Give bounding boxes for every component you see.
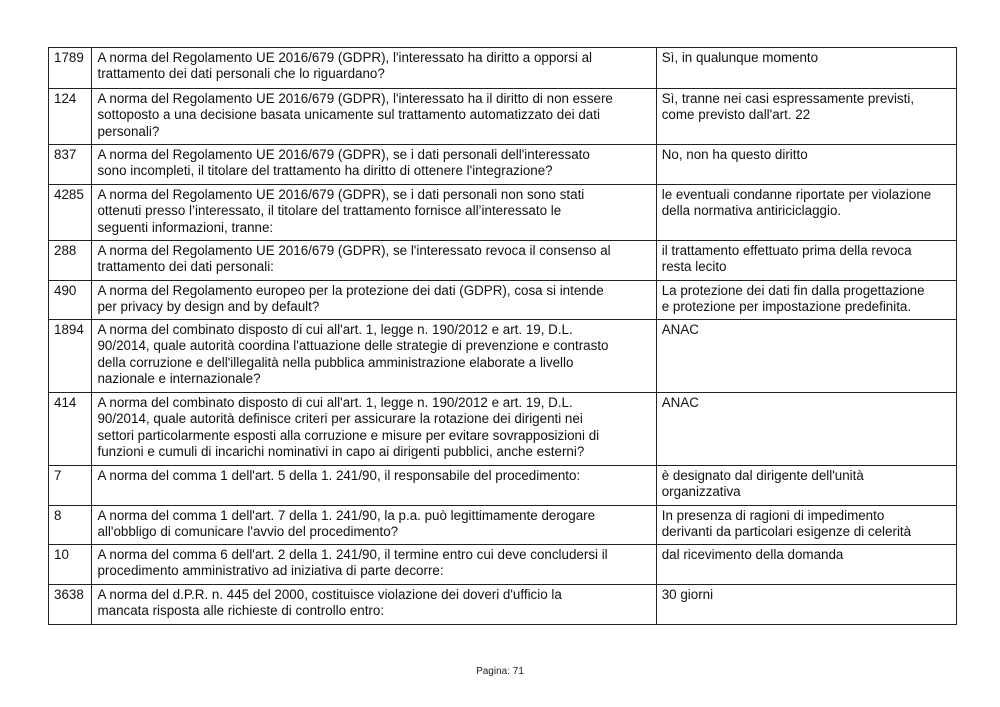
table-row [49, 241, 957, 281]
answer-text: In presenza di ragioni di impedimento derivanti da particolari esigenze di celerità [656, 506, 956, 545]
question-text: A norma del comma 1 dell'art. 7 della 1. 241/90, la p.a. può legittimamente derogare all'obbligo di comunicare l'avvio del procedimento? [92, 506, 656, 545]
table-row [49, 281, 957, 320]
answer-text: 30 giorni [656, 585, 956, 625]
question-id: 414 [49, 393, 92, 466]
question-text: A norma del comma 1 dell'art. 5 della 1. 241/90, il responsabile del procedimento: [92, 466, 656, 506]
table-row [49, 145, 957, 185]
page-number: Pagina: 71 [476, 666, 524, 677]
question-id: 1789 [49, 48, 92, 89]
question-id: 3638 [49, 585, 92, 625]
answer-text: Sì, tranne nei casi espressamente previsti, come previsto dall'art. 22 [656, 89, 956, 145]
table-row [49, 506, 957, 545]
answer-text: ANAC [656, 393, 956, 466]
answer-text: il trattamento effettuato prima della revoca resta lecito [656, 241, 956, 281]
question-id: 8 [49, 506, 92, 545]
questions-table-body [49, 48, 957, 625]
question-text: A norma del Regolamento UE 2016/679 (GDPR), se i dati personali non sono stati ottenuti presso l’interessato, il titolare del trattamento fornisce all’interessato le seguenti informazioni, tranne: [92, 185, 656, 241]
question-id: 10 [49, 545, 92, 585]
question-text: A norma del Regolamento UE 2016/679 (GDPR), l'interessato ha il diritto di non essere sottoposto a una decisione basata unicamente sul trattamento automatizzato dei dati personali? [92, 89, 656, 145]
question-text: A norma del combinato disposto di cui all'art. 1, legge n. 190/2012 e art. 19, D.L. 90/2014, quale autorità definisce criteri per assicurare la rotazione dei dirigenti nei settori particolarmente esposti alla corruzione e misure per evitare sovrapposizioni di funzioni e cumuli di incarichi nominativi in capo ai dirigenti pubblici, anche esterni? [92, 393, 656, 466]
question-id: 7 [49, 466, 92, 506]
answer-text: le eventuali condanne riportate per violazione della normativa antiriciclaggio. [656, 185, 956, 241]
answer-text: dal ricevimento della domanda [656, 545, 956, 585]
table-row [49, 89, 957, 145]
question-id: 4285 [49, 185, 92, 241]
table-row [49, 320, 957, 393]
answer-text: Sì, in qualunque momento [656, 48, 956, 89]
question-text: A norma del Regolamento europeo per la protezione dei dati (GDPR), cosa si intende per privacy by design and by default? [92, 281, 656, 320]
question-id: 490 [49, 281, 92, 320]
table-row [49, 585, 957, 625]
question-text: A norma del Regolamento UE 2016/679 (GDPR), l'interessato ha diritto a opporsi al trattamento dei dati personali che lo riguardano? [92, 48, 656, 89]
table-row [49, 48, 957, 89]
question-text: A norma del Regolamento UE 2016/679 (GDPR), se l'interessato revoca il consenso al trattamento dei dati personali: [92, 241, 656, 281]
question-text: A norma del d.P.R. n. 445 del 2000, costituisce violazione dei doveri d'ufficio la mancata risposta alle richieste di controllo entro: [92, 585, 656, 625]
answer-text: ANAC [656, 320, 956, 393]
question-id: 1894 [49, 320, 92, 393]
question-text: A norma del comma 6 dell'art. 2 della 1. 241/90, il termine entro cui deve concludersi il procedimento amministrativo ad iniziativa di parte decorre: [92, 545, 656, 585]
question-text: A norma del combinato disposto di cui all'art. 1, legge n. 190/2012 e art. 19, D.L. 90/2014, quale autorità coordina l'attuazione delle strategie di prevenzione e contrasto della corruzione e dell'illegalità nella pubblica amministrazione elaborate a livello nazionale e internazionale? [92, 320, 656, 393]
question-id: 124 [49, 89, 92, 145]
table-row [49, 545, 957, 585]
answer-text: è designato dal dirigente dell'unità organizzativa [656, 466, 956, 506]
question-text: A norma del Regolamento UE 2016/679 (GDPR), se i dati personali dell'interessato sono incompleti, il titolare del trattamento ha diritto di ottenere l'integrazione? [92, 145, 656, 185]
question-id: 288 [49, 241, 92, 281]
table-row [49, 185, 957, 241]
question-id: 837 [49, 145, 92, 185]
answer-text: No, non ha questo diritto [656, 145, 956, 185]
table-row [49, 393, 957, 466]
answer-text: La protezione dei dati fin dalla progettazione e protezione per impostazione predefinita. [656, 281, 956, 320]
questions-table [48, 47, 957, 625]
table-row [49, 466, 957, 506]
